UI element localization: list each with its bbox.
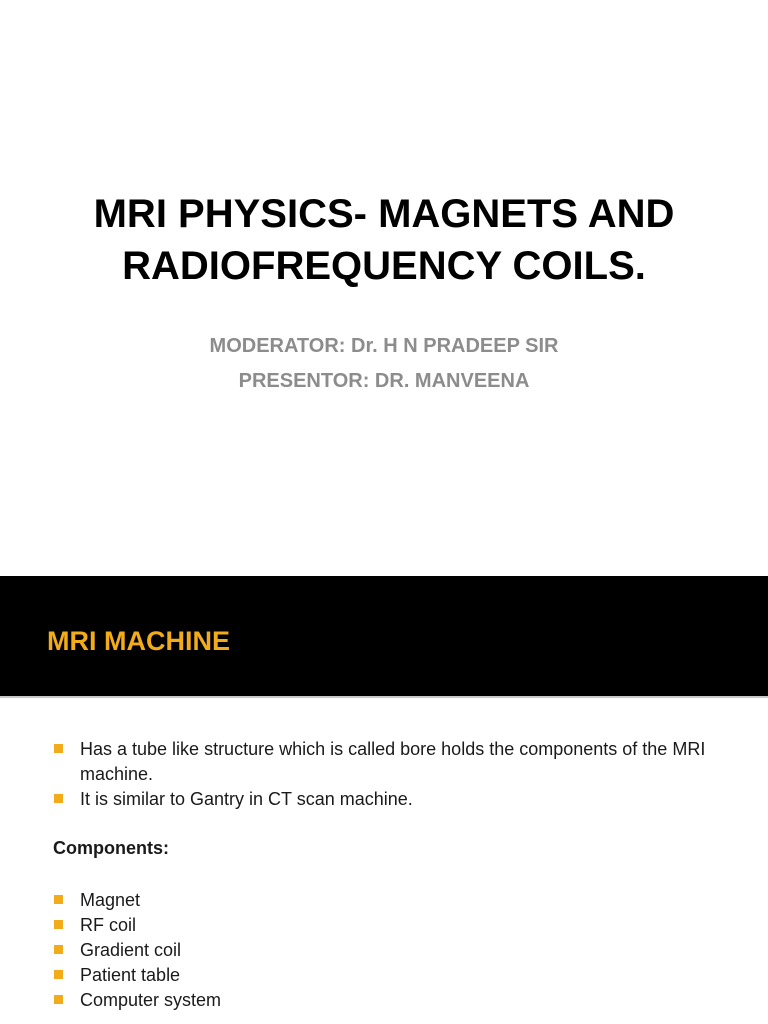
list-item (53, 913, 723, 938)
header-divider (0, 696, 768, 698)
slide-header-bar (0, 576, 768, 696)
content-slide (0, 576, 768, 1024)
list-item (53, 787, 723, 812)
moderator-text: MODERATOR: Dr. H N PRADEEP SIR (209, 335, 559, 357)
title-line-2: RADIOFREQUENCY COILS. (122, 244, 646, 288)
list-item (53, 963, 723, 988)
bullet-square-icon (54, 995, 63, 1004)
presentor-text: PRESENTOR: DR. MANVEENA (238, 370, 530, 392)
bullet-square-icon (54, 970, 63, 979)
bullet-square-icon (54, 920, 63, 929)
title-line-1: MRI PHYSICS- MAGNETS AND (93, 192, 675, 236)
bullet-square-icon (54, 895, 63, 904)
component-text: Gradient coil (80, 940, 182, 960)
component-text: Computer system (80, 990, 222, 1010)
bullet-square-icon (54, 794, 63, 803)
components-list (53, 888, 723, 1013)
component-text: Patient table (80, 965, 181, 985)
bullet-text: Has a tube like structure which is called bore holds the components of the MRI machine. (80, 739, 706, 784)
bullet-square-icon (54, 744, 63, 753)
components-heading: Components: (53, 838, 169, 858)
list-item (53, 988, 723, 1013)
list-item (53, 938, 723, 963)
slide-title (30, 188, 738, 292)
list-item (53, 888, 723, 913)
bullet-square-icon (54, 945, 63, 954)
description-list (53, 737, 723, 812)
list-item (53, 737, 723, 787)
slide-heading: MRI MACHINE (47, 626, 230, 656)
component-text: RF coil (80, 915, 137, 935)
component-text: Magnet (80, 890, 141, 910)
bullet-text: It is similar to Gantry in CT scan machine. (80, 789, 413, 809)
